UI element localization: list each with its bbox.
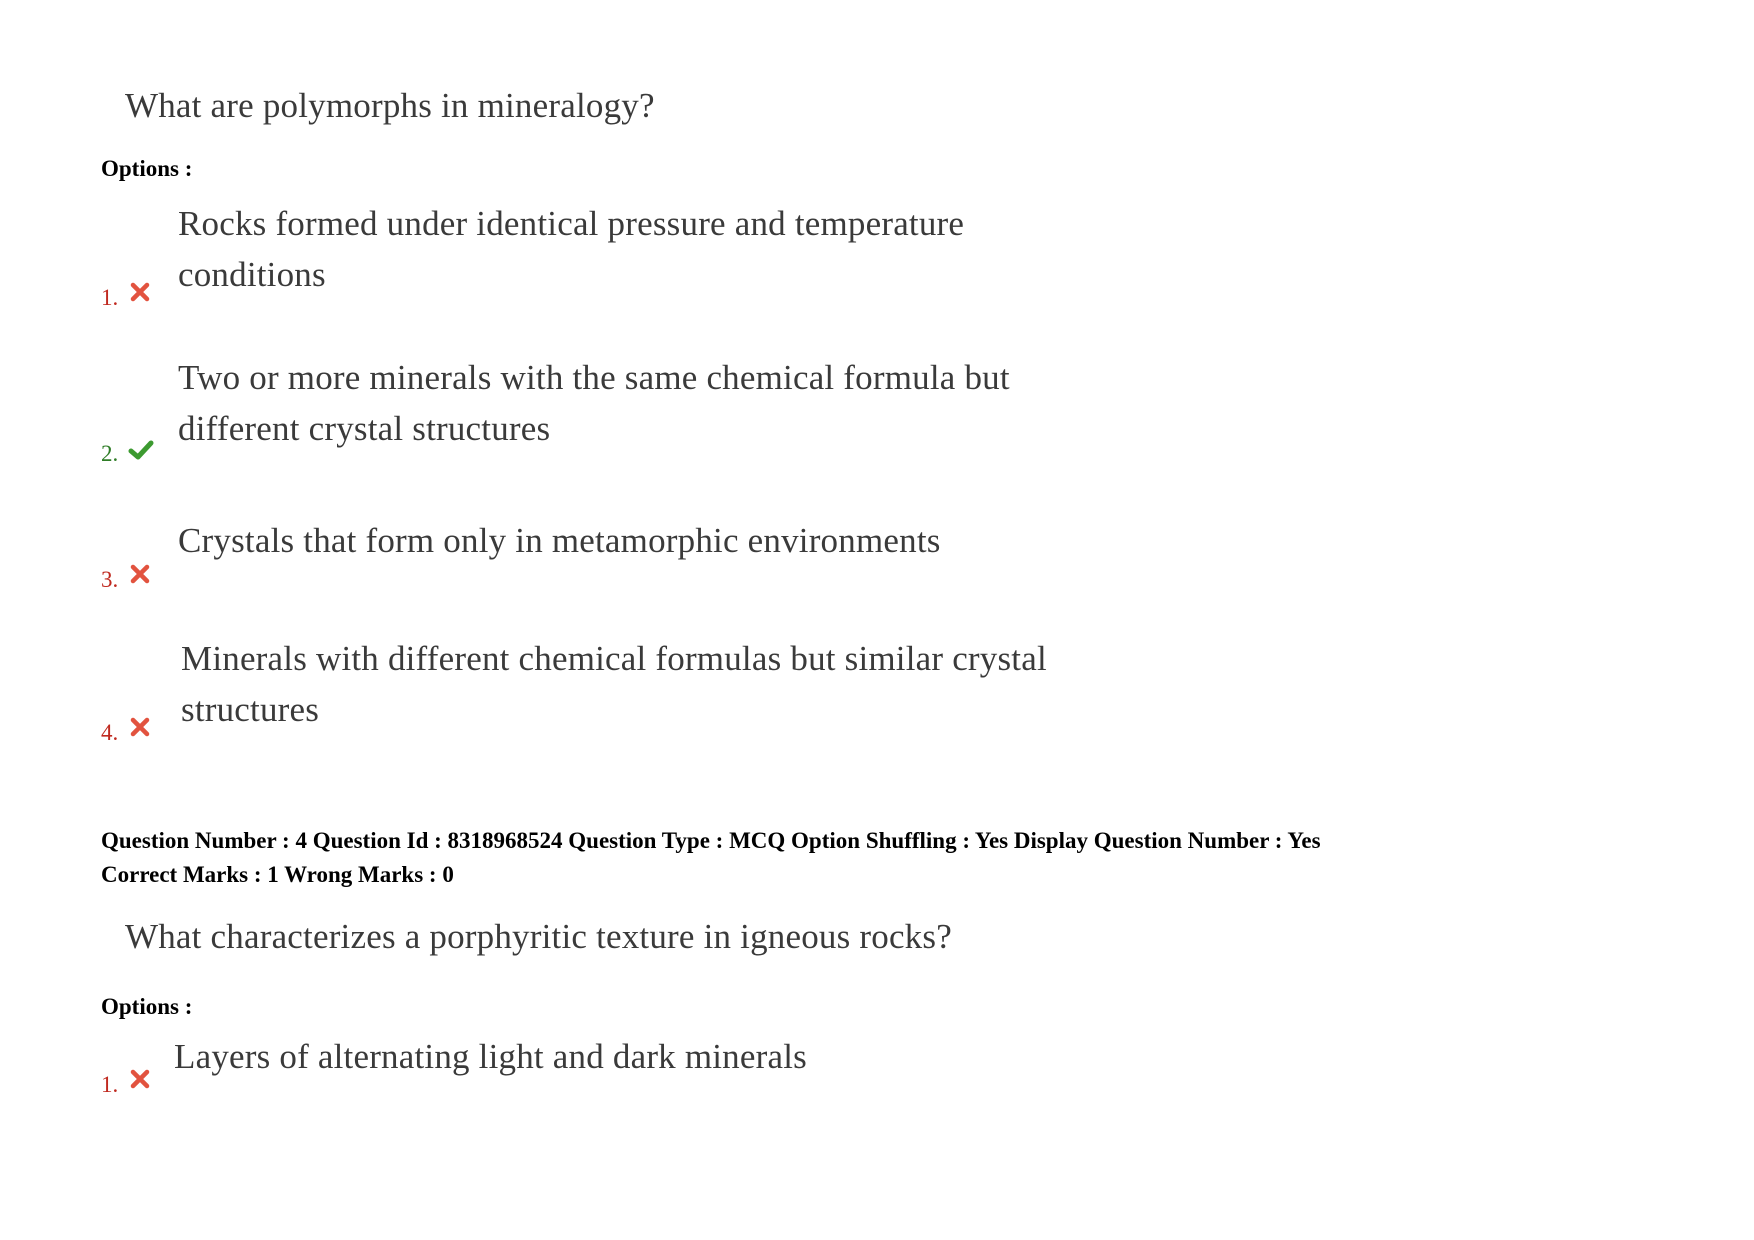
option-number: 3. — [101, 567, 119, 592]
check-icon — [128, 439, 154, 461]
cross-icon — [129, 563, 151, 585]
question-text: What characterizes a porphyritic texture in igneous rocks? — [125, 917, 952, 956]
question-meta: Question Number : 4 Question Id : 8318968524 Question Type : MCQ Option Shuffling : Yes Display Question Number : Yes — [101, 828, 1321, 853]
option-line: Layers of alternating light and dark minerals — [174, 1037, 807, 1076]
option-line: conditions — [178, 255, 326, 294]
option-text — [174, 1031, 1174, 1082]
marks-meta: Correct Marks : 1 Wrong Marks : 0 — [101, 862, 454, 887]
option-line: Minerals with different chemical formulas but similar crystal — [181, 639, 1047, 678]
options-label: Options : — [101, 156, 193, 181]
option-line: Two or more minerals with the same chemical formula but — [178, 358, 1010, 397]
option-text — [178, 198, 1178, 300]
cross-icon — [129, 716, 151, 738]
option-line: Rocks formed under identical pressure and temperature — [178, 204, 965, 243]
option-number: 1. — [101, 1072, 119, 1097]
option-line: Crystals that form only in metamorphic environments — [178, 521, 941, 560]
cross-icon — [129, 1068, 151, 1090]
option-text — [181, 633, 1181, 735]
option-text — [178, 515, 1178, 566]
question-text: What are polymorphs in mineralogy? — [125, 86, 655, 125]
options-label: Options : — [101, 994, 193, 1019]
option-number: 2. — [101, 441, 119, 466]
option-number: 4. — [101, 720, 119, 745]
option-number: 1. — [101, 285, 119, 310]
option-text — [178, 352, 1178, 454]
option-line: different crystal structures — [178, 409, 551, 448]
option-line: structures — [181, 690, 320, 729]
cross-icon — [129, 281, 151, 303]
